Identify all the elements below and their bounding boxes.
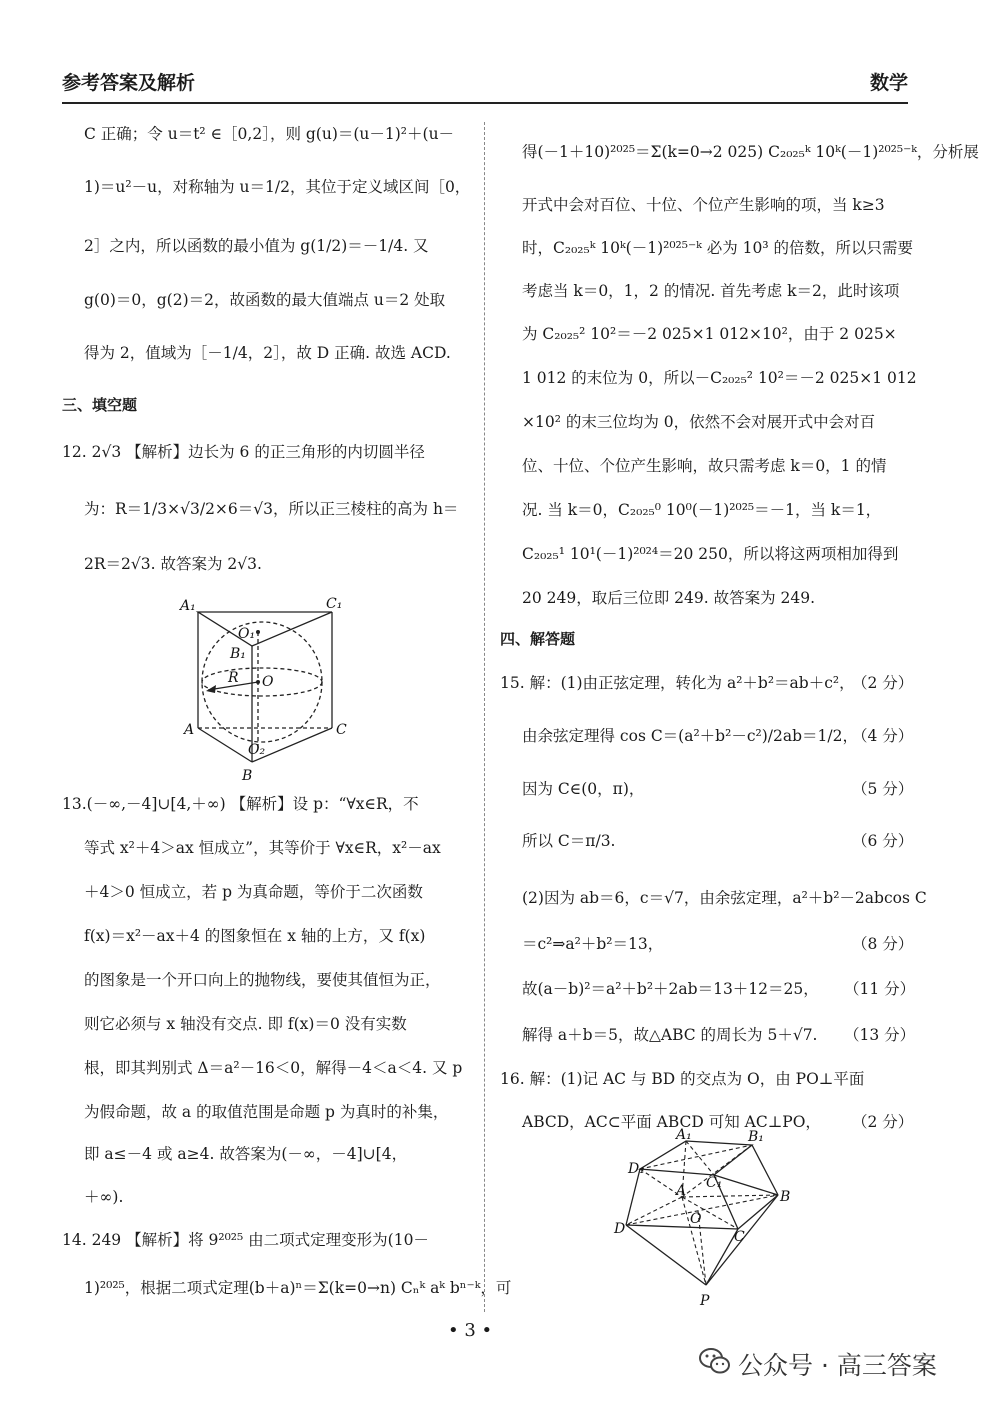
fig2-label: C (734, 1229, 745, 1245)
figure-triangular-prism (170, 590, 360, 785)
score-points: （11 分） (844, 980, 916, 998)
text-line: 1 012 的末位为 0，所以－C₂₀₂₅² 10²＝－2 025×1 012 (522, 369, 917, 387)
section-heading: 三、填空题 (62, 396, 138, 414)
fig2-label: A₁ (676, 1127, 692, 1143)
wechat-icon (698, 1346, 732, 1376)
text-line: 的图象是一个开口向上的抛物线，要使其值恒为正， (84, 971, 441, 989)
text-line: (2)因为 ab＝6，c＝√7，由余弦定理，a²＋b²－2abcos C (522, 889, 927, 907)
text-line: 等式 x²＋4＞ax 恒成立”，其等价于 ∀x∈R，x²－ax (84, 839, 441, 857)
text-line: 16. 解：(1)记 AC 与 BD 的交点为 O，由 PO⊥平面 (500, 1070, 865, 1088)
text-line: 即 a≤－4 或 a≥4. 故答案为(－∞，－4]∪[4， (84, 1145, 408, 1163)
text-line: 开式中会对百位、十位、个位产生影响的项，当 k≥3 (522, 196, 885, 214)
text-line: 2R＝2√3. 故答案为 2√3. (84, 555, 262, 573)
fig1-label: O₂ (248, 742, 266, 758)
watermark-text: 公众号 · 高三答案 (738, 1351, 937, 1380)
text-line: ＋4＞0 恒成立，若 p 为真命题，等价于二次函数 (84, 883, 423, 901)
score-points: （5 分） (852, 780, 914, 798)
text-line: C₂₀₂₅¹ 10¹(－1)²⁰²⁴＝20 250，所以将这两项相加得到 (522, 545, 899, 563)
text-line: 得为 2，值域为［－1/4，2］，故 D 正确. 故选 ACD. (84, 344, 451, 362)
fig1-label: A₁ (180, 598, 196, 614)
text-line: ×10² 的末三位均为 0，依然不会对展开式中会对百 (522, 413, 876, 431)
text-line: 则它必须与 x 轴没有交点. 即 f(x)＝0 没有实数 (84, 1015, 407, 1033)
text-line: ＝c²⇒a²＋b²＝13， (522, 935, 664, 953)
fig2-label: D₁ (628, 1161, 645, 1177)
text-line: ABCD，AC⊂平面 ABCD 可知 AC⊥PO， (522, 1113, 821, 1131)
score-points: （8 分） (852, 935, 914, 953)
text-line: g(0)＝0，g(2)＝2，故函数的最大值端点 u＝2 处取 (84, 291, 446, 309)
fig1-label: O₁ (238, 626, 256, 642)
text-line: 为假命题，故 a 的取值范围是命题 p 为真时的补集， (84, 1103, 449, 1121)
text-line: 位、十位、个位产生影响，故只需考虑 k＝0，1 的情 (522, 457, 887, 475)
header-subject: 数学 (869, 72, 908, 94)
text-line: 为：R＝1/3×√3/2×6＝√3，所以正三棱柱的高为 h＝ (84, 500, 459, 518)
fig2-label: D (614, 1221, 626, 1237)
fig2-label: A (676, 1183, 687, 1199)
text-line: 所以 C＝π/3. (522, 832, 616, 850)
fig1-label: B₁ (230, 646, 246, 662)
header-title: 参考答案及解析 (62, 72, 196, 94)
section-heading: 四、解答题 (500, 630, 576, 648)
text-line: 14. 249 【解析】将 9²⁰²⁵ 由二项式定理变形为(10－ (62, 1231, 429, 1249)
text-line: 时，C₂₀₂₅ᵏ 10ᵏ(－1)²⁰²⁵⁻ᵏ 必为 10³ 的倍数，所以只需要 (522, 239, 914, 257)
figure-pyramid-solid (610, 1125, 810, 1315)
fig1-label: C₁ (326, 596, 343, 612)
text-line: 考虑当 k＝0，1，2 的情况. 首先考虑 k＝2，此时该项 (522, 282, 900, 300)
text-line: 1)＝u²－u，对称轴为 u＝1/2，其位于定义域区间［0， (84, 178, 471, 196)
fig2-label: O (690, 1211, 702, 1227)
fig2-label: P (700, 1293, 710, 1309)
score-points: （4 分） (852, 727, 914, 745)
page-header (62, 62, 908, 104)
text-line: 况. 当 k＝0，C₂₀₂₅⁰ 10⁰(－1)²⁰²⁵＝－1，当 k＝1， (522, 501, 882, 519)
text-line: 12. 2√3 【解析】边长为 6 的正三角形的内切圆半径 (62, 443, 425, 461)
score-points: （2 分） (852, 674, 914, 692)
fig1-label: O (262, 674, 274, 690)
fig1-label: B (242, 768, 253, 784)
text-line: 13.(－∞,－4]∪[4,＋∞) 【解析】设 p：“∀x∈R，不 (62, 795, 419, 813)
score-points: （2 分） (852, 1113, 914, 1131)
fig1-label: A (184, 722, 195, 738)
text-line: 得(－1＋10)²⁰²⁵＝Σ(k=0→2 025) C₂₀₂₅ᵏ 10ᵏ(－1)²⁰²⁵⁻ᵏ，分析展 (522, 143, 979, 161)
text-line: 20 249，取后三位即 249. 故答案为 249. (522, 589, 816, 607)
page-number: • 3 • (448, 1320, 493, 1341)
fig1-label: R (228, 670, 239, 686)
text-line: ＋∞). (84, 1188, 124, 1206)
text-line: f(x)＝x²－ax＋4 的图象恒在 x 轴的上方，又 f(x) (84, 927, 426, 945)
text-line: 2］之内，所以函数的最小值为 g(1/2)＝－1/4. 又 (84, 237, 429, 255)
fig2-label: B (780, 1189, 791, 1205)
fig1-label: C (336, 722, 347, 738)
score-points: （13 分） (844, 1026, 916, 1044)
text-line: 故(a－b)²＝a²＋b²＋2ab＝13＋12＝25， (522, 980, 819, 998)
fig2-label: C₁ (706, 1175, 723, 1191)
text-line: 根，即其判别式 Δ＝a²－16＜0，解得－4＜a＜4. 又 p (84, 1059, 463, 1077)
text-line: 1)²⁰²⁵，根据二项式定理(b＋a)ⁿ＝Σ(k=0→n) Cₙᵏ aᵏ bⁿ⁻ᵏ，可 (84, 1279, 512, 1297)
text-line: 15. 解：(1)由正弦定理，转化为 a²＋b²＝ab＋c²， (500, 674, 855, 692)
score-points: （6 分） (852, 832, 914, 850)
text-line: 由余弦定理得 cos C＝(a²＋b²－c²)/2ab＝1/2， (522, 727, 858, 745)
text-line: 解得 a＋b＝5，故△ABC 的周长为 5＋√7. (522, 1026, 818, 1044)
text-line: 因为 C∈(0，π)， (522, 780, 645, 798)
column-divider (484, 122, 485, 1312)
text-line: C 正确；令 u＝t² ∈［0,2］，则 g(u)＝(u－1)²＋(u－ (84, 125, 455, 143)
fig2-label: B₁ (748, 1129, 764, 1145)
text-line: 为 C₂₀₂₅² 10²＝－2 025×1 012×10²，由于 2 025× (522, 325, 897, 343)
